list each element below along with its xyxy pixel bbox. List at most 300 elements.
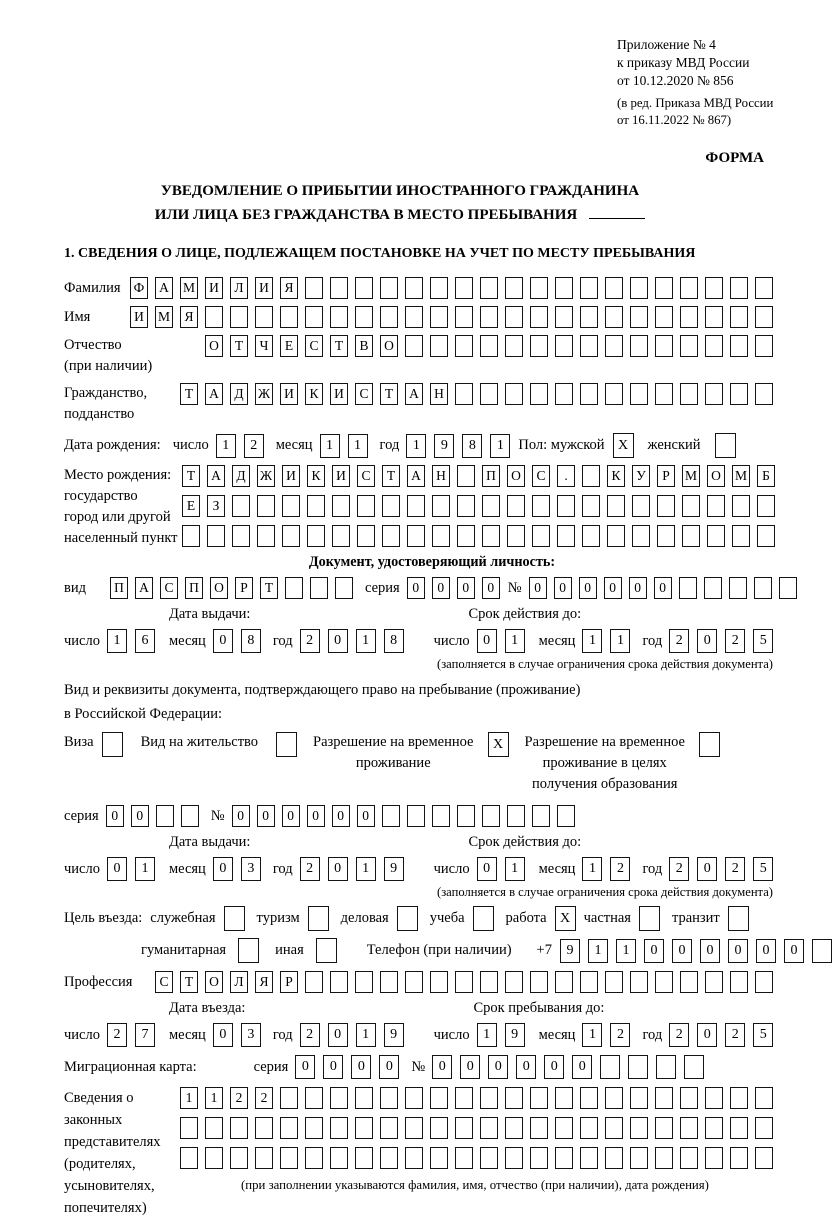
char-cell[interactable]: 2 (255, 1087, 273, 1109)
char-cell[interactable] (382, 805, 400, 827)
char-cell[interactable] (679, 577, 697, 599)
char-cell[interactable] (230, 1117, 248, 1139)
char-cell[interactable]: И (205, 277, 223, 299)
char-cell[interactable] (755, 383, 773, 405)
char-cell[interactable]: 9 (384, 857, 404, 881)
char-cell[interactable] (707, 525, 725, 547)
char-cell[interactable]: 0 (432, 1055, 452, 1079)
residence-permit-checkbox[interactable] (276, 732, 297, 757)
char-cell[interactable] (705, 1117, 723, 1139)
char-cell[interactable]: 0 (554, 577, 572, 599)
char-cell[interactable] (355, 306, 373, 328)
char-cell[interactable]: О (380, 335, 398, 357)
char-cell[interactable] (482, 495, 500, 517)
char-cell[interactable] (755, 1087, 773, 1109)
char-cell[interactable] (680, 306, 698, 328)
char-cell[interactable]: С (532, 465, 550, 487)
char-cell[interactable]: 0 (697, 857, 717, 881)
char-cell[interactable] (280, 1117, 298, 1139)
char-cell[interactable]: Т (330, 335, 348, 357)
char-cell[interactable] (555, 1147, 573, 1169)
char-cell[interactable] (480, 1117, 498, 1139)
char-cell[interactable] (482, 525, 500, 547)
char-cell[interactable] (555, 1117, 573, 1139)
char-cell[interactable] (455, 277, 473, 299)
char-cell[interactable]: О (507, 465, 525, 487)
char-cell[interactable] (505, 383, 523, 405)
char-cell[interactable] (582, 495, 600, 517)
char-cell[interactable]: П (482, 465, 500, 487)
char-cell[interactable] (607, 525, 625, 547)
char-cell[interactable]: И (282, 465, 300, 487)
char-cell[interactable]: Р (280, 971, 298, 993)
char-cell[interactable] (305, 1147, 323, 1169)
char-cell[interactable] (555, 277, 573, 299)
char-cell[interactable]: 1 (582, 857, 602, 881)
char-cell[interactable]: 2 (725, 857, 745, 881)
char-cell[interactable] (557, 805, 575, 827)
char-cell[interactable]: 0 (700, 939, 720, 963)
char-cell[interactable]: 1 (588, 939, 608, 963)
char-cell[interactable]: 1 (348, 434, 368, 458)
char-cell[interactable] (680, 1087, 698, 1109)
char-cell[interactable]: 0 (328, 857, 348, 881)
char-cell[interactable] (482, 805, 500, 827)
char-cell[interactable] (680, 335, 698, 357)
char-cell[interactable] (730, 971, 748, 993)
char-cell[interactable]: П (185, 577, 203, 599)
char-cell[interactable] (232, 495, 250, 517)
char-cell[interactable]: 2 (610, 857, 630, 881)
sex-female-checkbox[interactable] (715, 433, 736, 458)
char-cell[interactable]: 0 (351, 1055, 371, 1079)
char-cell[interactable] (730, 1147, 748, 1169)
char-cell[interactable]: 0 (332, 805, 350, 827)
char-cell[interactable] (680, 1147, 698, 1169)
purpose-other-checkbox[interactable] (316, 938, 337, 963)
char-cell[interactable] (280, 1147, 298, 1169)
char-cell[interactable]: К (607, 465, 625, 487)
char-cell[interactable] (480, 306, 498, 328)
char-cell[interactable] (532, 805, 550, 827)
char-cell[interactable] (330, 1117, 348, 1139)
char-cell[interactable]: 0 (107, 857, 127, 881)
char-cell[interactable] (180, 1147, 198, 1169)
char-cell[interactable]: 0 (629, 577, 647, 599)
char-cell[interactable] (457, 525, 475, 547)
char-cell[interactable]: Т (182, 465, 200, 487)
char-cell[interactable]: 2 (669, 629, 689, 653)
char-cell[interactable] (730, 1117, 748, 1139)
char-cell[interactable]: 9 (384, 1023, 404, 1047)
char-cell[interactable]: М (682, 465, 700, 487)
char-cell[interactable]: 0 (488, 1055, 508, 1079)
char-cell[interactable] (430, 1087, 448, 1109)
char-cell[interactable] (382, 525, 400, 547)
char-cell[interactable] (532, 495, 550, 517)
char-cell[interactable] (180, 1117, 198, 1139)
char-cell[interactable] (555, 1087, 573, 1109)
purpose-humanitarian-checkbox[interactable] (238, 938, 259, 963)
char-cell[interactable] (655, 277, 673, 299)
char-cell[interactable] (432, 495, 450, 517)
char-cell[interactable] (530, 1147, 548, 1169)
char-cell[interactable]: Д (230, 383, 248, 405)
char-cell[interactable] (255, 1147, 273, 1169)
char-cell[interactable] (730, 1087, 748, 1109)
char-cell[interactable] (457, 495, 475, 517)
char-cell[interactable]: 0 (257, 805, 275, 827)
char-cell[interactable] (405, 1147, 423, 1169)
char-cell[interactable] (632, 495, 650, 517)
char-cell[interactable] (207, 525, 225, 547)
char-cell[interactable]: 0 (307, 805, 325, 827)
char-cell[interactable] (355, 1117, 373, 1139)
char-cell[interactable]: 0 (477, 629, 497, 653)
purpose-private-checkbox[interactable] (639, 906, 660, 931)
char-cell[interactable] (355, 1147, 373, 1169)
char-cell[interactable] (705, 277, 723, 299)
char-cell[interactable] (704, 577, 722, 599)
char-cell[interactable] (632, 525, 650, 547)
char-cell[interactable] (729, 577, 747, 599)
char-cell[interactable] (380, 277, 398, 299)
char-cell[interactable]: 1 (490, 434, 510, 458)
char-cell[interactable]: Т (180, 971, 198, 993)
char-cell[interactable] (630, 971, 648, 993)
char-cell[interactable]: У (632, 465, 650, 487)
char-cell[interactable] (280, 1087, 298, 1109)
char-cell[interactable] (305, 971, 323, 993)
char-cell[interactable]: 5 (753, 629, 773, 653)
char-cell[interactable] (405, 277, 423, 299)
char-cell[interactable] (507, 525, 525, 547)
char-cell[interactable]: Ф (130, 277, 148, 299)
char-cell[interactable]: 2 (725, 1023, 745, 1047)
char-cell[interactable] (680, 277, 698, 299)
char-cell[interactable] (600, 1055, 620, 1079)
char-cell[interactable]: И (255, 277, 273, 299)
char-cell[interactable] (755, 1117, 773, 1139)
char-cell[interactable] (330, 971, 348, 993)
char-cell[interactable] (530, 277, 548, 299)
char-cell[interactable] (382, 495, 400, 517)
char-cell[interactable]: 0 (106, 805, 124, 827)
char-cell[interactable]: 2 (300, 857, 320, 881)
char-cell[interactable]: 8 (384, 629, 404, 653)
char-cell[interactable] (705, 1087, 723, 1109)
char-cell[interactable] (480, 1147, 498, 1169)
purpose-transit-checkbox[interactable] (728, 906, 749, 931)
char-cell[interactable] (705, 306, 723, 328)
char-cell[interactable] (657, 525, 675, 547)
char-cell[interactable]: 0 (323, 1055, 343, 1079)
char-cell[interactable] (230, 306, 248, 328)
char-cell[interactable]: К (307, 465, 325, 487)
char-cell[interactable] (305, 306, 323, 328)
char-cell[interactable]: 1 (356, 857, 376, 881)
char-cell[interactable]: С (160, 577, 178, 599)
char-cell[interactable] (181, 805, 199, 827)
char-cell[interactable] (630, 1087, 648, 1109)
char-cell[interactable] (380, 1087, 398, 1109)
char-cell[interactable]: 0 (457, 577, 475, 599)
char-cell[interactable] (530, 1117, 548, 1139)
char-cell[interactable] (257, 525, 275, 547)
char-cell[interactable] (605, 277, 623, 299)
char-cell[interactable]: 3 (241, 857, 261, 881)
char-cell[interactable]: И (332, 465, 350, 487)
char-cell[interactable]: Ч (255, 335, 273, 357)
char-cell[interactable]: 2 (300, 1023, 320, 1047)
char-cell[interactable] (280, 306, 298, 328)
char-cell[interactable] (305, 1117, 323, 1139)
char-cell[interactable] (580, 306, 598, 328)
char-cell[interactable] (480, 971, 498, 993)
char-cell[interactable] (705, 335, 723, 357)
char-cell[interactable] (655, 383, 673, 405)
char-cell[interactable] (255, 306, 273, 328)
char-cell[interactable]: 0 (131, 805, 149, 827)
char-cell[interactable] (307, 495, 325, 517)
char-cell[interactable] (307, 525, 325, 547)
char-cell[interactable]: 8 (462, 434, 482, 458)
char-cell[interactable]: К (305, 383, 323, 405)
char-cell[interactable]: И (130, 306, 148, 328)
char-cell[interactable]: А (135, 577, 153, 599)
char-cell[interactable] (332, 495, 350, 517)
char-cell[interactable]: 0 (432, 577, 450, 599)
char-cell[interactable] (755, 971, 773, 993)
char-cell[interactable]: 7 (135, 1023, 155, 1047)
char-cell[interactable] (755, 277, 773, 299)
char-cell[interactable] (332, 525, 350, 547)
char-cell[interactable] (705, 383, 723, 405)
char-cell[interactable] (755, 306, 773, 328)
char-cell[interactable] (330, 1147, 348, 1169)
char-cell[interactable]: 0 (460, 1055, 480, 1079)
char-cell[interactable] (605, 1117, 623, 1139)
char-cell[interactable]: А (407, 465, 425, 487)
char-cell[interactable] (680, 383, 698, 405)
char-cell[interactable] (305, 277, 323, 299)
char-cell[interactable]: О (205, 971, 223, 993)
char-cell[interactable]: 0 (213, 629, 233, 653)
char-cell[interactable]: С (155, 971, 173, 993)
char-cell[interactable] (580, 277, 598, 299)
char-cell[interactable]: 0 (477, 857, 497, 881)
char-cell[interactable]: 1 (356, 1023, 376, 1047)
char-cell[interactable] (430, 306, 448, 328)
char-cell[interactable] (530, 306, 548, 328)
char-cell[interactable] (380, 971, 398, 993)
char-cell[interactable]: Я (255, 971, 273, 993)
char-cell[interactable]: 0 (295, 1055, 315, 1079)
char-cell[interactable] (407, 805, 425, 827)
char-cell[interactable] (655, 971, 673, 993)
char-cell[interactable] (730, 306, 748, 328)
char-cell[interactable]: . (557, 465, 575, 487)
char-cell[interactable]: 1 (216, 434, 236, 458)
char-cell[interactable] (205, 1117, 223, 1139)
char-cell[interactable]: 9 (505, 1023, 525, 1047)
char-cell[interactable] (757, 525, 775, 547)
char-cell[interactable]: 1 (135, 857, 155, 881)
char-cell[interactable] (757, 495, 775, 517)
char-cell[interactable]: 1 (477, 1023, 497, 1047)
char-cell[interactable]: 1 (205, 1087, 223, 1109)
char-cell[interactable] (680, 971, 698, 993)
char-cell[interactable]: 0 (213, 857, 233, 881)
char-cell[interactable]: 1 (610, 629, 630, 653)
char-cell[interactable] (455, 335, 473, 357)
char-cell[interactable]: 1 (356, 629, 376, 653)
char-cell[interactable] (480, 277, 498, 299)
char-cell[interactable] (630, 1147, 648, 1169)
char-cell[interactable] (555, 383, 573, 405)
char-cell[interactable] (282, 525, 300, 547)
char-cell[interactable] (430, 1147, 448, 1169)
char-cell[interactable]: 0 (672, 939, 692, 963)
char-cell[interactable]: 1 (505, 857, 525, 881)
char-cell[interactable] (755, 335, 773, 357)
char-cell[interactable] (605, 306, 623, 328)
char-cell[interactable]: 0 (572, 1055, 592, 1079)
char-cell[interactable]: Т (380, 383, 398, 405)
char-cell[interactable] (630, 277, 648, 299)
char-cell[interactable] (285, 577, 303, 599)
char-cell[interactable] (405, 1117, 423, 1139)
char-cell[interactable] (682, 525, 700, 547)
char-cell[interactable] (457, 465, 475, 487)
char-cell[interactable]: 9 (560, 939, 580, 963)
char-cell[interactable]: 0 (544, 1055, 564, 1079)
char-cell[interactable] (407, 495, 425, 517)
char-cell[interactable] (628, 1055, 648, 1079)
char-cell[interactable]: 5 (753, 857, 773, 881)
char-cell[interactable] (555, 306, 573, 328)
char-cell[interactable] (432, 805, 450, 827)
char-cell[interactable] (607, 495, 625, 517)
char-cell[interactable] (455, 971, 473, 993)
char-cell[interactable]: А (155, 277, 173, 299)
char-cell[interactable] (682, 495, 700, 517)
char-cell[interactable] (655, 306, 673, 328)
char-cell[interactable] (582, 525, 600, 547)
char-cell[interactable]: 0 (784, 939, 804, 963)
char-cell[interactable]: 9 (434, 434, 454, 458)
char-cell[interactable]: 1 (582, 629, 602, 653)
char-cell[interactable] (330, 277, 348, 299)
char-cell[interactable] (405, 1087, 423, 1109)
char-cell[interactable] (684, 1055, 704, 1079)
char-cell[interactable]: Т (382, 465, 400, 487)
char-cell[interactable]: Е (280, 335, 298, 357)
purpose-tourism-checkbox[interactable] (308, 906, 329, 931)
char-cell[interactable] (630, 383, 648, 405)
char-cell[interactable] (455, 1087, 473, 1109)
char-cell[interactable] (430, 335, 448, 357)
char-cell[interactable]: 0 (756, 939, 776, 963)
char-cell[interactable] (457, 805, 475, 827)
char-cell[interactable]: Д (232, 465, 250, 487)
char-cell[interactable]: Л (230, 971, 248, 993)
char-cell[interactable] (505, 335, 523, 357)
char-cell[interactable] (555, 971, 573, 993)
char-cell[interactable] (432, 525, 450, 547)
char-cell[interactable] (557, 525, 575, 547)
char-cell[interactable]: 0 (529, 577, 547, 599)
char-cell[interactable] (705, 1147, 723, 1169)
char-cell[interactable] (455, 1117, 473, 1139)
char-cell[interactable]: З (207, 495, 225, 517)
char-cell[interactable]: Ж (255, 383, 273, 405)
char-cell[interactable] (605, 1147, 623, 1169)
char-cell[interactable] (754, 577, 772, 599)
char-cell[interactable]: Т (230, 335, 248, 357)
char-cell[interactable]: О (210, 577, 228, 599)
char-cell[interactable]: 1 (505, 629, 525, 653)
char-cell[interactable]: Н (430, 383, 448, 405)
char-cell[interactable]: С (355, 383, 373, 405)
char-cell[interactable]: П (110, 577, 128, 599)
char-cell[interactable] (730, 277, 748, 299)
purpose-commercial-checkbox[interactable] (397, 906, 418, 931)
char-cell[interactable] (355, 971, 373, 993)
char-cell[interactable] (812, 939, 832, 963)
char-cell[interactable] (430, 971, 448, 993)
char-cell[interactable] (580, 1147, 598, 1169)
char-cell[interactable]: 3 (241, 1023, 261, 1047)
char-cell[interactable] (330, 306, 348, 328)
char-cell[interactable]: С (305, 335, 323, 357)
char-cell[interactable] (530, 335, 548, 357)
char-cell[interactable] (507, 495, 525, 517)
char-cell[interactable]: 0 (328, 629, 348, 653)
temp-permit-checkbox[interactable]: X (488, 732, 509, 757)
char-cell[interactable] (580, 1117, 598, 1139)
char-cell[interactable] (582, 465, 600, 487)
char-cell[interactable] (505, 1117, 523, 1139)
char-cell[interactable]: 2 (725, 629, 745, 653)
char-cell[interactable]: 0 (407, 577, 425, 599)
char-cell[interactable] (530, 1087, 548, 1109)
char-cell[interactable]: 2 (107, 1023, 127, 1047)
char-cell[interactable]: 0 (357, 805, 375, 827)
char-cell[interactable] (656, 1055, 676, 1079)
char-cell[interactable] (232, 525, 250, 547)
char-cell[interactable] (605, 335, 623, 357)
char-cell[interactable]: А (207, 465, 225, 487)
char-cell[interactable]: А (405, 383, 423, 405)
char-cell[interactable]: О (205, 335, 223, 357)
char-cell[interactable] (532, 525, 550, 547)
char-cell[interactable] (205, 1147, 223, 1169)
char-cell[interactable]: Н (432, 465, 450, 487)
char-cell[interactable]: 2 (610, 1023, 630, 1047)
char-cell[interactable] (507, 805, 525, 827)
char-cell[interactable] (480, 383, 498, 405)
sex-male-checkbox[interactable]: X (613, 433, 634, 458)
char-cell[interactable]: 1 (616, 939, 636, 963)
char-cell[interactable] (557, 495, 575, 517)
char-cell[interactable] (405, 335, 423, 357)
char-cell[interactable] (380, 1147, 398, 1169)
visa-checkbox[interactable] (102, 732, 123, 757)
char-cell[interactable] (655, 1147, 673, 1169)
char-cell[interactable] (630, 1117, 648, 1139)
char-cell[interactable] (380, 1117, 398, 1139)
